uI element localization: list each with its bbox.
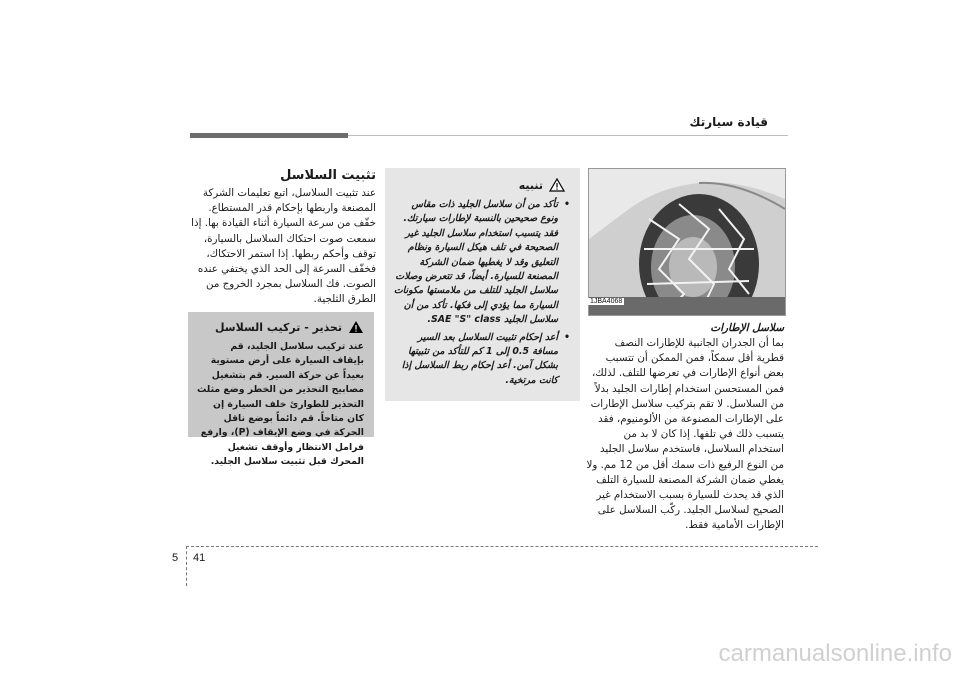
- installing-heading: تثبيت السلاسل: [280, 168, 376, 183]
- photo-code: 1JBA4068: [590, 298, 623, 305]
- caution-body: عند تركيب سلاسل الجليد، قم بإيقاف السيارة على أرض مستوية بعيداً عن حركة السير. قم بتشغيل مصابيح التحذير من الخطر وضع مثلث التحذير للطوارئ خلف السيارة إن كان متاحاً. قم دائماً بوضع ناقل الحركة في وضع الإيقاف (P)، وارفع فرامل الانتظار وأوقف تشغيل المحرك قبل تثبيت سلاسل الجليد.: [196, 341, 364, 468]
- page-number: 41: [193, 552, 206, 564]
- notice-title: تنبيه: [518, 178, 543, 192]
- snow-chains-section: [586, 322, 784, 534]
- notice-header: [519, 178, 565, 192]
- watermark: carmanualsonline.info: [718, 640, 952, 667]
- caution-title: تحذير - تركيب السلاسل: [214, 320, 342, 334]
- notice-item: • تأكد من أن سلاسل الجليد ذات مقاس ونوع صحيحين بالنسبة لإطارات سيارتك. فقد يتسبب استخدام سلاسل الجليد غير الصحيحة في تلف هيكل السيارة ونظام التعليق وقد لا يغطيها ضمان الشركة المصنعة للسيارة. أيضاً، قد تتعرض وصلات سلاسل الجليد للتلف من ملامستها مكونات السيارة مما يؤدي إلى فكها. تأكد من أن سلاسل الجليد SAE "S" class.: [393, 198, 570, 328]
- tire-chain-photo: [588, 168, 786, 316]
- notice-box: [385, 168, 580, 401]
- footer-divider: [186, 546, 187, 586]
- header-rule-accent: [190, 133, 348, 138]
- warning-icon: [549, 178, 565, 192]
- header-title: قيادة سيارتك: [689, 115, 768, 129]
- tire-chain-illustration: [589, 169, 785, 315]
- chapter-number: 5: [172, 552, 179, 564]
- caution-header: [215, 320, 364, 334]
- installing-body: عند تثبيت السلاسل، اتبع تعليمات الشركة المصنعة واربطها بإحكام قدر المستطاع. خفّف من سرعة السيارة أثناء القيادة بها. إذا سمعت صوت احتكاك السلاسل بالسيارة، توقف وأحكم ربطها. إذا استمر الاحتكاك، فخفّف السرعة إلى الحد الذي يختفي عنده الصوت. فك السلاسل بمجرد الخروج من الطرق الثلجية.: [191, 187, 376, 306]
- notice-list: [393, 198, 570, 391]
- warning-icon: [348, 320, 364, 334]
- snow-chains-body: بما أن الجدران الجانبية للإطارات النصف قطرية أقل سمكاً، فمن الممكن أن تتسبب بعض أنواع الإطارات في تعرضها للتلف. لذلك، فمن المستحسن استخدام إطارات الجليد بدلاً من السلاسل. لا تقم بتركيب سلاسل الإطارات على الإطارات المصنوعة من الألومنيوم، فقد يتسبب ذلك في تلفها. إذا كان لا بد من استخدام السلاسل، فاستخدم سلاسل الجليد من النوع الرفيع ذات سمك أقل من 12 مم. ولا يغطي ضمان الشركة المصنعة للسيارة التلف الذي قد يحدث للسيارة بسبب الاستخدام غير الصحيح لسلاسل الجليد. ركّب السلاسل على الإطارات الأمامية فقط.: [586, 337, 784, 532]
- notice-item: • أعد إحكام تثبيت السلاسل بعد السير مسافة 0.5 إلى 1 كم للتأكد من تثبيتها بشكل آمن. أعد إحكام ربط السلاسل إذا كانت مرتخية.: [393, 331, 570, 389]
- installing-chains-section: [186, 168, 376, 308]
- snow-chains-heading: سلاسل الإطارات: [710, 322, 784, 334]
- footer-rule: [186, 546, 818, 547]
- caution-box: [188, 312, 374, 468]
